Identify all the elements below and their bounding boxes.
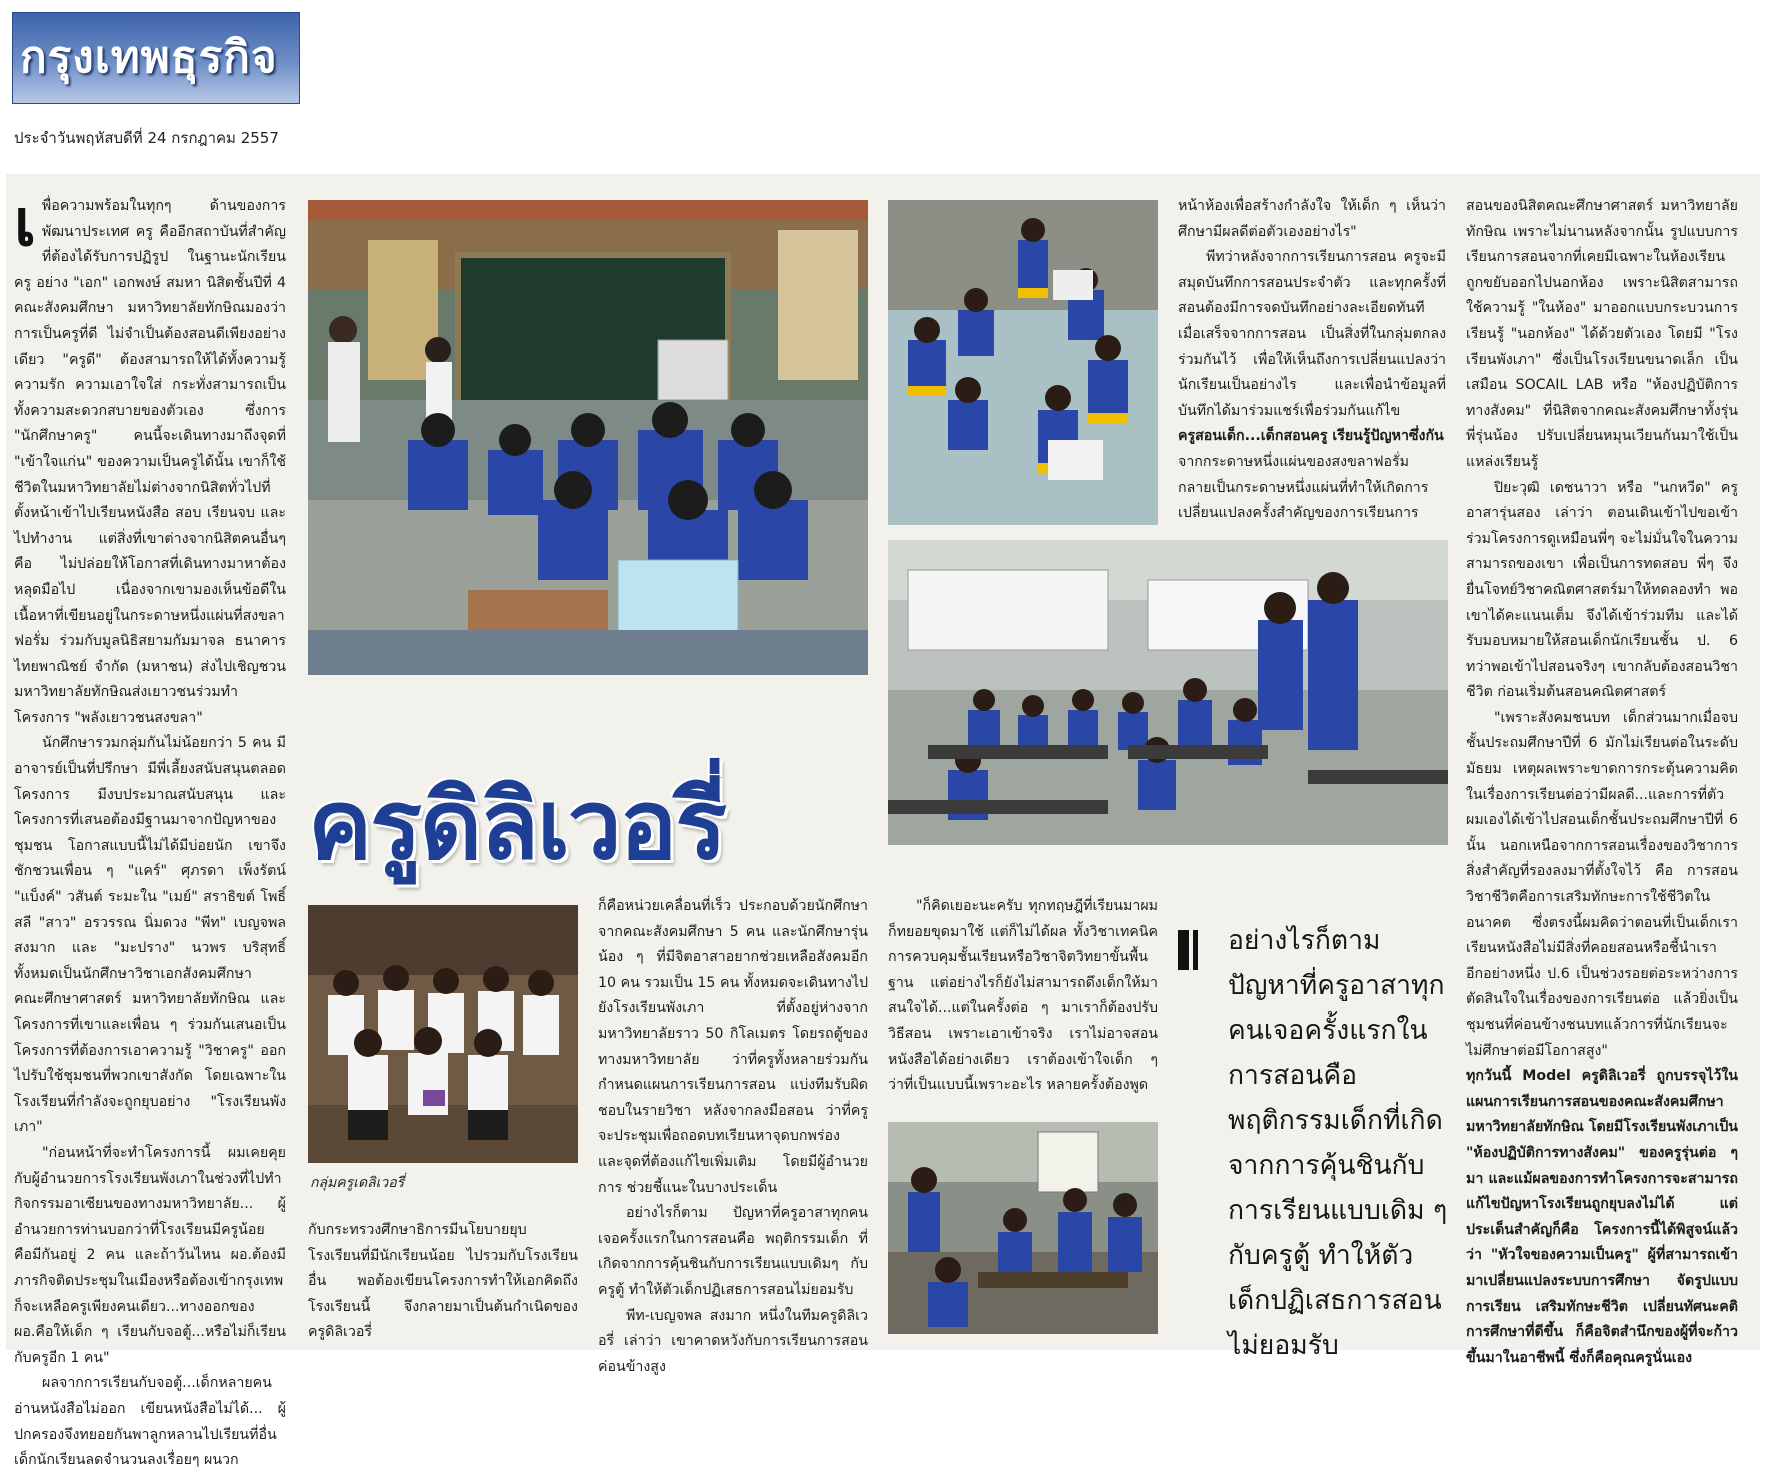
photo-group-portrait bbox=[308, 905, 578, 1163]
photo-kids-floor bbox=[888, 200, 1158, 525]
column-paragraph: จากกระดาษหนึ่งแผ่นของสงขลาฟอรั่ม กลายเป็นกระดาษหนึ่งแผ่นที่ทำให้เกิดการเปลี่ยนแปลงครั้งสำคัญของการเรียนการ bbox=[1178, 453, 1429, 522]
photo-small-class bbox=[888, 1122, 1158, 1334]
column-paragraph: ผลจากการเรียนกับจอตู้...เด็กหลายคนอ่านหนังสือไม่ออก เขียนหนังสือไม่ได้... ผู้ปกครองจึงทยอยกันพาลูกหลานไปเรียนที่อื่น เด็กนักเรียนลดจำนวนลงเรื่อยๆ ผนวก bbox=[14, 1375, 286, 1469]
photo-caption: กลุ่มครูเดลิเวอรี่ bbox=[310, 1175, 405, 1191]
article-column-3 bbox=[598, 894, 868, 1375]
article-column-4 bbox=[888, 894, 1158, 1094]
column-paragraph: "ก็คิดเยอะนะครับ ทุกทฤษฎีที่เรียนมาผมก็ทยอยขุดมาใช้ แต่ก็ไม่ได้ผล ทั้งวิชาเทคนิคการควบคุมชั้นเรียนหรือวิชาจิตวิทยาขั้นพื้นฐาน แต่อย่างไรก็ยังไม่สามารถดึงเด็กให้มาสนใจได้...แต่ในครั้งต่อ ๆ มาเราก็ต้องปรับวิธีสอน เพราะเอาเข้าจริง เราไม่อาจสอนหนังสือได้อย่างเดียว เราต้องเข้าใจเด็ก ๆ ว่าที่เป็นแบบนี้เพราะอะไร หลายครั้งต้องพูด bbox=[888, 898, 1158, 1094]
article-column-2 bbox=[308, 1218, 578, 1341]
column-paragraph: สอนของนิสิตคณะศึกษาศาสตร์ มหาวิทยาลัยทักษิณ เพราะไม่นานหลังจากนั้น รูปแบบการเรียนการสอนจากที่เคยมีเฉพาะในห้องเรียนถูกขยับออกไปนอกห้อง เพราะนิสิตสามารถใช้ความรู้ "ในห้อง" มาออกแบบกระบวนการเรียนรู้ "นอกห้อง" ได้ด้วยตัวเอง โดยมี "โรงเรียนพังเภา" ซึ่งเป็นโรงเรียนขนาดเล็ก เป็นเสมือน SOCAIL LAB หรือ "ห้องปฏิบัติการทางสังคม" ที่นิสิตจากคณะสังคมศึกษาทั้งรุ่นพี่รุ่นน้อง ปรับเปลี่ยนหมุนเวียนกันมาใช้เป็นแหล่งเรียนรู้ bbox=[1466, 198, 1738, 470]
column-paragraph: พื่อความพร้อมในทุกๆ ด้านของการพัฒนาประเทศ ครู คืออีกสถาบันที่สำคัญที่ต้องได้รับการปฏิรูป ในฐานะนักเรียนครู อย่าง "เอก" เอกพงษ์ สมหา นิสิตชั้นปีที่ 4 คณะสังคมศึกษา มหาวิทยาลัยทักษิณมองว่า การเป็นครูที่ดี ไม่จำเป็นต้องสอนดีเพียงอย่างเดียว "ครูดี" ต้องสามารถให้ได้ทั้งความรู้ ความรัก ความเอาใจใส่ กระทั่งสามารถเป็นทั้งความสะดวกสบายของตัวเอง ซึ่งการ "นักศึกษาครู" คนนี้จะเดินทางมาถึงจุดที่ "เข้าใจแก่น" ของความเป็นครูได้นั้น เขาก็ใช้ชีวิตในมหาวิทยาลัยไม่ต่างจากนิสิตทั่วไปที่ตั้งหน้าเข้าไปเรียนหนังสือ สอบ เรียนจบ และไปทำงาน แต่สิ่งที่เขาต่างจากนิสิตคนอื่นๆ คือ ไม่ปล่อยให้โอกาสที่เดินทางมาหาต้องหลุดมือไป เนื่องจากเขามองเห็นข้อดีในเนื้อหาที่เขียนอยู่ในกระดาษหนึ่งแผ่นที่สงขลาฟอรั่ม ร่วมกับมูลนิธิสยามกัมมาจล ธนาคารไทยพาณิชย์ จำกัด (มหาชน) ส่งไปเชิญชวนมหาวิทยาลัยทักษิณส่งเยาวชนร่วมทำโครงการ "พลังเยาวชนสงขลา" bbox=[14, 198, 286, 726]
subheading: ครูสอนเด็ก...เด็กสอนครู เรียนรู้ปัญหาซึ่งกัน bbox=[1178, 428, 1444, 445]
photo-classroom-desks bbox=[888, 540, 1448, 845]
article-column-1 bbox=[14, 186, 286, 1469]
column-paragraph: นักศึกษารวมกลุ่มกันไม่น้อยกว่า 5 คน มีอาจารย์เป็นที่ปรึกษา มีพี่เลี้ยงสนับสนุนตลอดโครงการ มีงบประมาณสนับสนุน และโครงการที่เสนอต้องมีฐานมาจากปัญหาของชุมชน โอกาสแบบนี้ไม่ได้มีบ่อยนัก เขาจึงชักชวนเพื่อน ๆ "แคร์" ศุภรดา เพ็งรัตน์ "แบ็งค์" วสันต์ ระมะใน "เมย์" สราธิขต์ โพธิ์สลี "สาว" อรวรรณ นิ่มดวง "พีท" เบญจพล สงมาก และ "มะปราง" นวพร บริสุทธิ์ ทั้งหมดเป็นนักศึกษาวิชาเอกสังคมศึกษา คณะศึกษาศาสตร์ มหาวิทยาลัยทักษิณ และโครงการที่เขาและเพื่อน ๆ ร่วมกันเสนอเป็นโครงการที่ต้องการเอาความรู้ "วิชาครู" ออกไปรับใช้ชุมชนที่พวกเขาสังกัด โดยเฉพาะในโรงเรียนที่กำลังจะถูกยุบอย่าง "โรงเรียนพังเภา" bbox=[14, 735, 286, 1136]
masthead-logo bbox=[12, 12, 300, 104]
column-paragraph: พีทว่าหลังจากการเรียนการสอน ครูจะมีสมุดบันทึกการสอนประจำตัว และทุกครั้งที่สอนต้องมีการจดบันทึกอย่างละเอียดทันที เมื่อเสร็จจากการสอน เป็นสิ่งที่ในกลุ่มตกลงร่วมกันไว้ เพื่อให้เห็นถึงการเปลี่ยนแปลงว่านักเรียนเป็นอย่างไร และเพื่อนำข้อมูลที่บันทึกได้มาร่วมแชร์เพื่อร่วมกันแก้ไข bbox=[1178, 249, 1446, 419]
column-paragraph: หน้าห้องเพื่อสร้างกำลังใจ ให้เด็ก ๆ เห็นว่าศึกษามีผลดีต่อตัวเองอย่างไร" bbox=[1178, 198, 1446, 240]
photo-classroom-main bbox=[308, 200, 868, 675]
column-paragraph: ก็คือหน่วยเคลื่อนที่เร็ว ประกอบด้วยนักศึกษาจากคณะสังคมศึกษา 5 คน และนักศึกษารุ่นน้อง ๆ ที่มีจิตอาสาอยากช่วยเหลือสังคมอีก 10 คน รวมเป็น 15 คน ทั้งหมดจะเดินทางไปยังโรงเรียนพังเภา ที่ตั้งอยู่ห่างจากมหาวิทยาลัยราว 50 กิโลเมตร โดยรถตู้ของทางมหาวิทยาลัย ว่าที่ครูทั้งหลายร่วมกันกำหนดแผนการเรียนการสอน แบ่งทีมรับผิดชอบในรายวิชา หลังจากลงมือสอน ว่าที่ครูจะประชุมเพื่อถอดบทเรียนหาจุดบกพร่อง และจุดที่ต้องแก้ไขเพิ่มเติม โดยมีผู้อำนวยการ ช่วยชี้แนะในบางประเด็น bbox=[598, 898, 868, 1196]
dropcap: เ bbox=[14, 186, 36, 261]
pull-quote bbox=[1178, 918, 1448, 1368]
column-paragraph: อย่างไรก็ตาม ปัญหาที่ครูอาสาทุกคนเจอครั้งแรกในการสอนคือ พฤติกรรมเด็ก ที่เกิดจากการคุ้นชินกับการเรียนแบบเดิมๆ กับครูตู้ ทำให้ตัวเด็กปฏิเสธการสอนไม่ยอมรับ bbox=[598, 1205, 868, 1298]
dateline: ประจำวันพฤหัสบดีที่ 24 กรกฎาคม 2557 bbox=[14, 129, 279, 147]
column-paragraph: "ก่อนหน้าที่จะทำโครงการนี้ ผมเคยคุยกับผู้อำนวยการโรงเรียนพังเภาในช่วงที่ไปทำกิจกรรมอาเซียนของทางมหาวิทยาลัย... ผู้อำนวยการท่านบอกว่าที่โรงเรียนมีครูน้อย คือมีกันอยู่ 2 คน และถ้าวันไหน ผอ.ต้องมีภารกิจติดประชุมในเมืองหรือต้องเข้ากรุงเทพก็จะเหลือครูเพียงคนเดียว...ทางออกของ ผอ.คือให้เด็ก ๆ เรียนกับจอตู้...หรือไม่ก็เรียนกับครูอีก 1 คน" bbox=[14, 1144, 286, 1366]
column-paragraph: "เพราะสังคมชนบท เด็กส่วนมากเมื่อจบชั้นประถมศึกษาปีที่ 6 มักไม่เรียนต่อในระดับมัธยม เหตุผลเพราะขาดการกระตุ้นความคิดในเรื่องการเรียนต่อว่ามีผลดี...และการที่ตัวผมเองได้เข้าไปสอนเด็กชั้นประถมศึกษาปีที่ 6 นั้น นอกเหนือจากการสอนเรื่องของวิชาการสิ่งสำคัญที่รองลงมาที่ตั้งใจไว้ คือ การสอนวิชาชีวิตคือการเสริมทักษะการใช้ชีวิตในอนาคต ซึ่งตรงนี้ผมคิดว่าตอนที่เป็นเด็กเราเรียนหนังสือไม่มีสิ่งที่คอยสอนหรือชี้นำเรา อีกอย่างหนึ่ง ป.6 เป็นช่วงรอยต่อระหว่างการตัดสินใจในเรื่องของการเรียนต่อ แล้วยิ่งเป็นชุมชนที่ค่อนข้างชนบทแล้วการที่นักเรียนจะไม่ศึกษาต่อมีโอกาสสูง" bbox=[1466, 709, 1738, 1059]
column-paragraph: ปิยะวุฒิ เดชนาวา หรือ "นกหวีด" ครูอาสารุ่นสอง เล่าว่า ตอนเดินเข้าไปขอเข้าร่วมโครงการดูเหมือนพี่ๆ จะไม่มั่นใจในความสามารถของเขา เพื่อเป็นการทดสอบ พี่ๆ จึงยื่นโจทย์วิชาคณิตศาสตร์มาให้ทดลองทำ พอเขาได้คะแนนเต็ม จึงได้เข้าร่วมทีม และได้รับมอบหมายให้สอนเด็กนักเรียนชั้น ป. 6 ทว่าพอเข้าไปสอนจริงๆ เขากลับต้องสอนวิชาชีวิต ก่อนเริ่มต้นสอนคณิตศาสตร์ bbox=[1466, 479, 1738, 701]
pull-quote-text: อย่างไรก็ตาม ปัญหาที่ครูอาสาทุกคนเจอครั้งแรกในการสอนคือ พฤติกรรมเด็กที่เกิดจากการคุ้นชินกับการเรียนแบบเดิม ๆ กับครูตู้ ทำให้ตัวเด็กปฏิเสธการสอนไม่ยอมรับ bbox=[1228, 925, 1448, 1361]
headline: ครูดิลิเวอรี่ bbox=[308, 769, 725, 881]
masthead-name: กรุงเทพธุรกิจ bbox=[20, 32, 278, 83]
column-paragraph-bold: ทุกวันนี้ Model ครูดิลิเวอรี่ ถูกบรรจุไว้ในแผนการเรียนการสอนของคณะสังคมศึกษา มหาวิทยาลัยทักษิณ โดยมีโรงเรียนพังเภาเป็น "ห้องปฏิบัติการทางสังคม" ของครูรุ่นต่อ ๆ มา และแม้ผลของการทำโครงการจะสามารถแก้ไขปัญหาโรงเรียนถูกยุบลงไม่ได้ แต่ประเด็นสำคัญก็คือ โครงการนี้ได้พิสูจน์แล้วว่า "หัวใจของความเป็นครู" ผู้ที่สามารถเข้ามาเปลี่ยนแปลงระบบการศึกษา จัดรูปแบบการเรียน เสริมทักษะชีวิต เปลี่ยนทัศนะคติการศึกษาที่ดีขึ้น ก็คือจิตสำนึกของผู้ที่จะก้าวขึ้นมาในอาชีพนี้ ซึ่งก็คือคุณครูนั่นเอง bbox=[1466, 1068, 1738, 1366]
article-column-6 bbox=[1466, 194, 1738, 1366]
column-paragraph: กับกระทรวงศึกษาธิการมีนโยบายยุบโรงเรียนที่มีนักเรียนน้อย ไปรวมกับโรงเรียนอื่น พอต้องเขียนโครงการทำให้เอกคิดถึงโรงเรียนนี้ จึงกลายมาเป็นต้นกำเนิดของ ครูดิลิเวอรี่ bbox=[308, 1222, 578, 1341]
column-paragraph: พีท-เบญจพล สงมาก หนึ่งในทีมครูดิลิเวอรี่ เล่าว่า เขาคาดหวังกับการเรียนการสอนค่อนข้างสูง bbox=[598, 1307, 868, 1375]
article-column-5 bbox=[1178, 194, 1446, 528]
